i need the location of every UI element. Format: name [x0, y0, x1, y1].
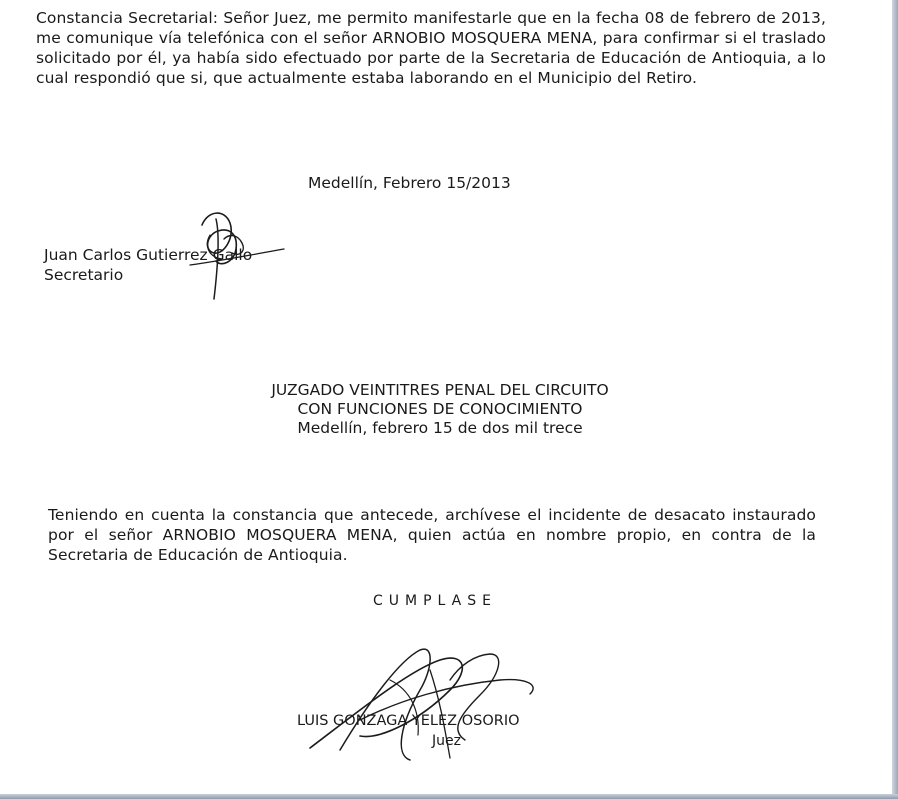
- cumplase-label: CUMPLASE: [373, 593, 497, 609]
- judge-role: Juez: [432, 733, 461, 749]
- window-right-border: [892, 0, 898, 799]
- constancia-line: del Retiro.: [617, 69, 698, 87]
- secretary-signature: [180, 205, 290, 305]
- auto-paragraph: [48, 505, 816, 565]
- auto-line: en nombre propio, en contra de la Secretaria de Educación de Antioquia.: [48, 526, 817, 564]
- constancia-date: Medellín, Febrero 15/2013: [308, 174, 511, 192]
- judge-signature: [300, 640, 560, 765]
- constancia-line: MOSQUERA MENA, para confirmar si el traslado solicitado por él, ya había: [36, 29, 827, 67]
- judge-name: LUIS GONZAGA YELEZ OSORIO: [297, 713, 520, 729]
- window-bottom-border: [0, 794, 898, 799]
- court-header: [190, 381, 690, 438]
- constancia-line: 08 de febrero de 2013, me comunique vía telefónica con el señor ARNOBIO: [36, 9, 827, 47]
- auto-line: Teniendo en cuenta la constancia que antecede, archívese el incidente de: [48, 506, 648, 524]
- court-name: JUZGADO VEINTITRES PENAL DEL CIRCUITO: [271, 381, 609, 399]
- auto-line: desacato instaurado por el señor ARNOBIO MOSQUERA MENA, quien actúa: [48, 506, 817, 544]
- secretary-name: Juan Carlos Gutierrez Gallo: [44, 246, 253, 264]
- court-function: CON FUNCIONES DE CONOCIMIENTO: [297, 400, 583, 418]
- secretary-role: Secretario: [44, 266, 124, 284]
- court-date: Medellín, febrero 15 de dos mil trece: [297, 419, 583, 437]
- constancia-line: sido efectuado por parte de la Secretaria de Educación de Antioquia, a lo: [245, 49, 826, 67]
- constancia-line: Constancia Secretarial: Señor Juez, me permito manifestarle que en la fecha: [36, 9, 640, 27]
- constancia-line: cual respondió que si, que actualmente estaba laborando en el Municipio: [36, 69, 613, 87]
- constancia-paragraph: [36, 8, 826, 88]
